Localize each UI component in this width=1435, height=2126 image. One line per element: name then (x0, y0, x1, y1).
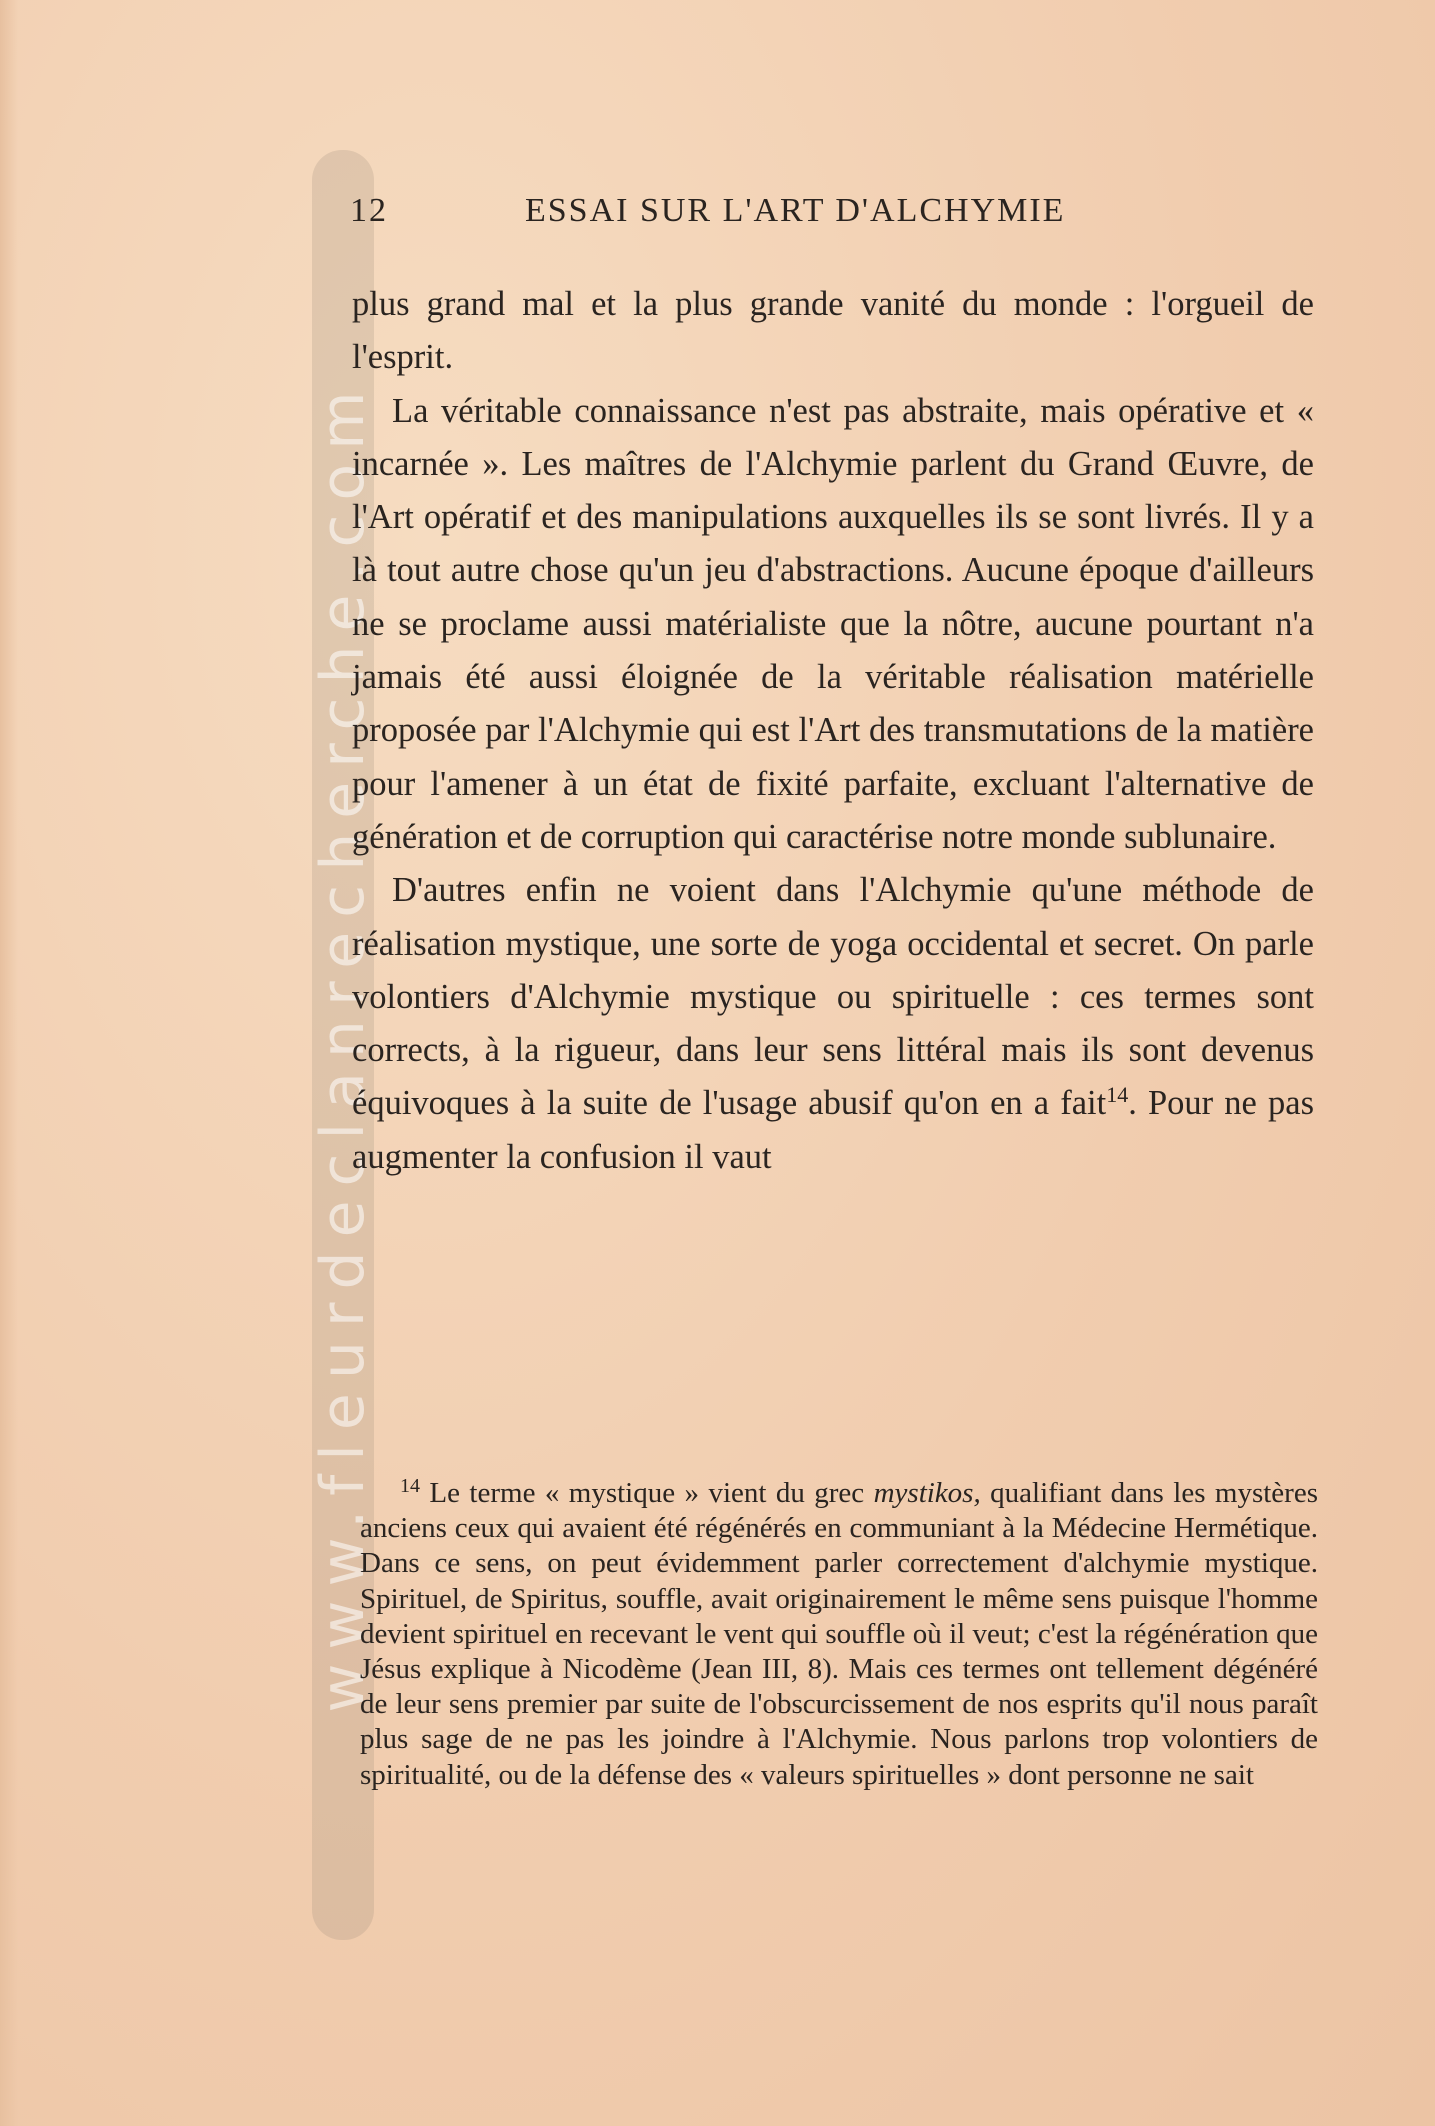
page-number: 12 (350, 192, 388, 229)
body-text (352, 278, 1314, 1184)
paragraph-3 (352, 864, 1314, 1184)
paragraph-3-start: D'autres enfin ne voient dans l'Alchymie qu'une méthode de réalisation mystique, une sorte de yoga occidental et secret. On parle volontiers d'Alchymie mystique ou spirituelle : ces termes sont corrects, à la rigueur, dans leur sens littéral mais ils sont devenus équivoques à la suite de l'usage abusif qu'on en a fait (352, 871, 1314, 1123)
paragraph-3-end: . Pour ne pas augmenter la confusion il vaut (352, 1084, 1314, 1176)
page-edge (0, 0, 18, 2126)
paragraph-2: La véritable connaissance n'est pas abstraite, mais opérative et « incarnée ». Les maîtres de l'Alchymie parlent du Grand Œuvre, de l'Art opératif et des manipulations auxquelles ils se sont livrés. Il y a là tout autre chose qu'un jeu d'abstractions. Aucune époque d'ailleurs ne se proclame aussi matérialiste que la nôtre, aucune pourtant n'a jamais été aussi éloignée de la véritable réalisation matérielle proposée par l'Alchymie qui est l'Art des transmutations de la matière pour l'amener à un état de fixité parfaite, excluant l'alternative de génération et de corruption qui caractérise notre monde sublunaire. (352, 391, 1314, 856)
footnote-italic-word: mystikos, (873, 1477, 981, 1509)
running-title: ESSAI SUR L'ART D'ALCHYMIE (525, 192, 1066, 229)
running-head (350, 192, 1310, 242)
footnote-text-end: qualifiant dans les mystères anciens ceux qui avaient été régénérés en communiant à la Médecine Hermétique. Dans ce sens, on peut évidemment parler correctement d'alchymie mystique. Spirituel, de Spiritus, souffle, avait originairement le même sens puisque l'homme devient spirituel en recevant le vent qui souffle où il veut; c'est la régénération que Jésus explique à Nicodème (Jean III, 8). Mais ces termes ont tellement dégénéré de leur sens premier par suite de l'obscurcissement de nos esprits qu'il nous paraît plus sage de ne pas les joindre à l'Alchymie. Nous parlons trop volontiers de spiritualité, ou de la défense des « valeurs spirituelles » dont personne ne sait (360, 1477, 1318, 1791)
paragraph-1: plus grand mal et la plus grande vanité du monde : l'orgueil de l'esprit. (352, 285, 1314, 377)
footnote-marker: 14 (400, 1475, 420, 1497)
watermark-text: www.fleurdeclanrecherche.com (308, 377, 378, 1713)
footnote-14 (360, 1476, 1318, 1793)
footnote-text-start: Le terme « mystique » vient du grec (420, 1477, 874, 1509)
footnote-reference[interactable]: 14 (1106, 1082, 1129, 1108)
